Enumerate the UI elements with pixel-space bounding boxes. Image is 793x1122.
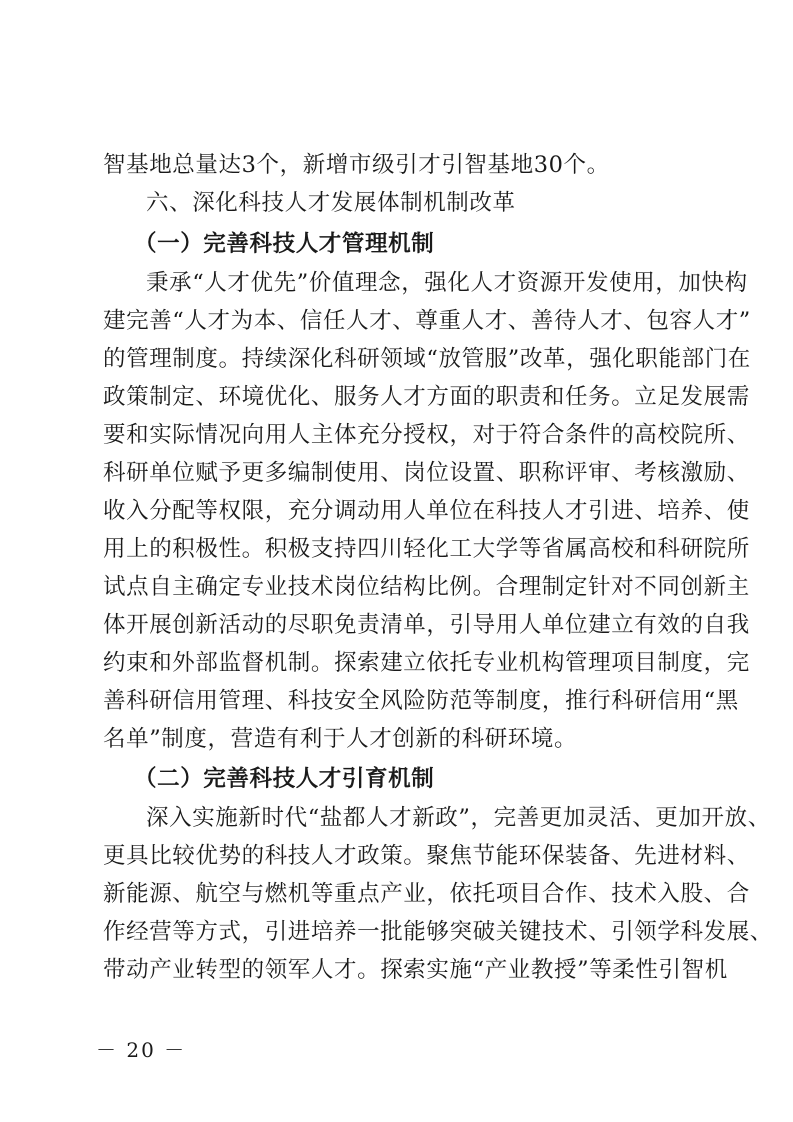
text-line: 试点自主确定专业技术岗位结构比例。合理制定针对不同创新主 xyxy=(103,574,750,600)
section-heading: 六、深化科技人才发展体制机制改革 xyxy=(146,190,516,216)
paragraph-first-line: 秉承“人才优先”价值理念，强化人才资源开发使用，加快构 xyxy=(146,270,748,296)
text-line: 政策制定、环境优化、服务人才方面的职责和任务。立足发展需 xyxy=(103,384,750,410)
subsection-heading: （二）完善科技人才引育机制 xyxy=(134,766,435,792)
text-line: 带动产业转型的领军人才。探索实施“产业教授”等柔性引智机 xyxy=(103,957,728,983)
text-line: 用上的积极性。积极支持四川轻化工大学等省属高校和科研院所 xyxy=(103,536,750,562)
text-line: 收入分配等权限，充分调动用人单位在科技人才引进、培养、使 xyxy=(103,498,750,524)
text-line: 智基地总量达3个，新增市级引才引智基地30个。 xyxy=(103,152,610,178)
text-line: 的管理制度。持续深化科研领域“放管服”改革，强化职能部门在 xyxy=(103,346,751,372)
text-line: 约束和外部监督机制。探索建立依托专业机构管理项目制度，完 xyxy=(103,650,750,676)
text-line: 更具比较优势的科技人才政策。聚焦节能环保装备、先进材料、 xyxy=(103,843,750,869)
text-line: 建完善“人才为本、信任人才、尊重人才、善待人才、包容人才” xyxy=(103,308,751,334)
text-line: 科研单位赋予更多编制使用、岗位设置、职称评审、考核激励、 xyxy=(103,460,750,486)
subsection-heading: （一）完善科技人才管理机制 xyxy=(134,231,435,257)
text-line: 新能源、航空与燃机等重点产业，依托项目合作、技术入股、合 xyxy=(103,881,750,907)
text-line: 善科研信用管理、科技安全风险防范等制度，推行科研信用“黑 xyxy=(103,688,739,714)
text-line: 名单”制度，营造有利于人才创新的科研环境。 xyxy=(103,726,578,752)
page-number: － 20 － xyxy=(96,1038,187,1062)
text-line: 要和实际情况向用人主体充分授权，对于符合条件的高校院所、 xyxy=(103,422,750,448)
text-line: 作经营等方式，引进培养一批能够突破关键技术、引领学科发展、 xyxy=(103,919,773,945)
text-line: 体开展创新活动的尽职免责清单，引导用人单位建立有效的自我 xyxy=(103,612,750,638)
paragraph-first-line: 深入实施新时代“盐都人才新政”，完善更加灵活、更加开放、 xyxy=(146,805,771,831)
